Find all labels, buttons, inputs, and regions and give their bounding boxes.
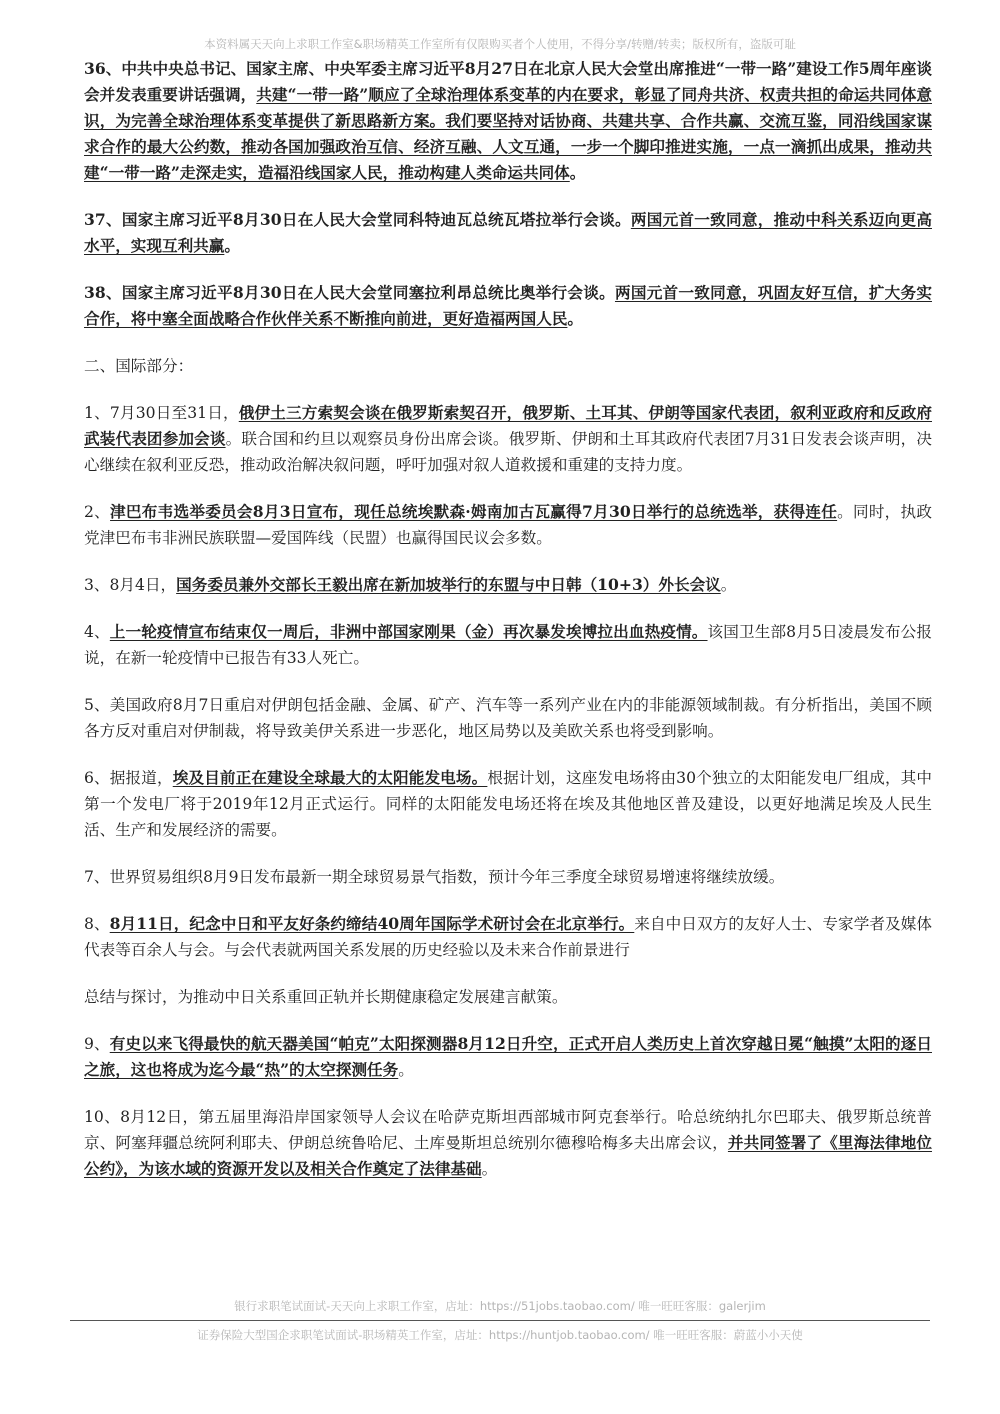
- item-tail: 根据计划，这座发电场将由30个独立的太阳能发电厂组成，其中第一个发电厂将于2019年12月正式运行。同样的太阳能发电场还将在埃及其他地区普及建设，以更好地满足埃及人民生活、生产和发展经济的需要。: [84, 769, 933, 839]
- top-watermark: 本资料属天天向上求职工作室&职场精英工作室所有仅限购买者个人使用，不得分享/转赠/转卖；版权所有，盗版可耻: [204, 37, 796, 51]
- item-emphasis: 两国元首一致同意，推动中科关系迈向更高水平，实现互利共赢: [84, 210, 932, 255]
- item-tail: 来自中日双方的友好人士、专家学者及媒体代表等百余人与会。与会代表就两国关系发展的历史经验以及未来合作前景进行: [84, 915, 932, 959]
- item-emphasis: 两国元首一致同意，巩固友好互信，扩大务实合作，将中塞全面战略合作伙伴关系不断推向前进，更好造福两国人民: [84, 283, 932, 328]
- item-38: [84, 280, 932, 332]
- item-emphasis: 津巴布韦选举委员会8月3日宣布，现任总统埃默森·姆南加古瓦赢得7月30日举行的总统选举，获得连任: [110, 502, 838, 521]
- item-tail: 。: [224, 236, 240, 255]
- item-emphasis: 并共同签署了《里海法律地位公约》，为该水域的资源开发以及相关合作奠定了法律基础: [84, 1133, 932, 1178]
- section-title: 二、国际部分：: [84, 357, 194, 375]
- item-lead: 3、8月4日，: [84, 576, 177, 594]
- footer-divider: [70, 1320, 930, 1321]
- item-lead: 4、: [84, 623, 110, 641]
- item-lead: 5、美国政府8月7日重启对伊朗包括金融、金属、矿产、汽车等一系列产业在内的非能源领域制裁。有分析指出，美国不顾各方反对重启对伊制裁，将导致美伊关系进一步恶化，地区局势以及美欧关系也将受到影响。: [84, 696, 932, 740]
- item-lead: 8、: [84, 915, 110, 933]
- intl-item-2: [84, 499, 932, 551]
- item-lead: 6、据报道，: [84, 769, 173, 787]
- intl-item-10: [84, 1104, 932, 1182]
- item-36: [84, 56, 932, 186]
- document-body: [84, 56, 932, 1203]
- item-lead: 9、: [84, 1035, 110, 1053]
- item-tail: 。: [567, 309, 584, 328]
- item-emphasis: 上一轮疫情宣布结束仅一周后，非洲中部国家刚果（金）再次暴发埃博拉出血热疫情。: [109, 622, 708, 641]
- intl-item-3: [84, 572, 932, 598]
- item-emphasis: 国务委员兼外交部长王毅出席在新加坡举行的东盟与中日韩（10+3）外长会议: [176, 575, 721, 594]
- intl-item-1: [84, 400, 932, 478]
- intl-item-9: [84, 1031, 932, 1083]
- item-tail: 。联合国和约旦以观察员身份出席会谈。俄罗斯、伊朗和土耳其政府代表团7月31日发表会谈声明，决心继续在叙利亚反恐，推动政治解决叙问题，呼吁加强对叙人道救援和重建的支持力度。: [84, 430, 932, 474]
- item-emphasis: 共建“一带一路”顺应了全球治理体系变革的内在要求，彰显了同舟共济、权责共担的命运共同体意识，为完善全球治理体系变革提供了新思路新方案。我们要坚持对话协商、共建共享、合作共赢、交流互鉴，同沿线国家谋求合作的最大公约数，推动各国加强政治互信、经济互融、人文互通，一步一个脚印推进实施，一点一滴抓出成果，推动共建“一带一路”走深走实，造福沿线国家人民，推动构建人类命运共同体: [84, 85, 932, 182]
- item-tail: 。同时，执政党津巴布韦非洲民族联盟—爱国阵线（民盟）也赢得国民议会多数。: [84, 503, 932, 547]
- item-emphasis: 俄伊土三方索契会谈在俄罗斯索契召开，俄罗斯、土耳其、伊朗等国家代表团，叙利亚政府和反政府武装代表团参加会谈: [84, 403, 932, 448]
- item-lead: 2、: [84, 503, 111, 521]
- item-lead: 10、8月12日，第五届里海沿岸国家领导人会议在哈萨克斯坦西部城市阿克套举行。哈总统纳扎尔巴耶夫、俄罗斯总统普京、阿塞拜疆总统阿利耶夫、伊朗总统鲁哈尼、土库曼斯坦总统别尔德穆哈梅多夫出席会议，: [84, 1108, 932, 1152]
- item-tail: 。: [720, 576, 737, 594]
- item-tail: 。: [481, 1160, 498, 1178]
- item-lead: 36、中共中央总书记、国家主席、中央军委主席习近平8月27日在北京人民大会堂出席推进“一带一路”建设工作5周年座谈会并发表重要讲话强调，: [84, 59, 932, 104]
- item-lead: 38、国家主席习近平8月30日在人民大会堂同塞拉利昂总统比奥举行会谈。: [84, 283, 615, 302]
- intl-item-6: [84, 765, 932, 843]
- item-tail: 。: [569, 163, 586, 182]
- item-37: [84, 207, 932, 259]
- intl-item-8-continued: [84, 984, 932, 1010]
- item-lead: 1、7月30日至31日，: [84, 404, 239, 422]
- intl-item-5: [84, 692, 932, 744]
- intl-item-7: [84, 864, 932, 890]
- intl-item-8: [84, 911, 932, 963]
- item-lead: 总结与探讨，为推动中日关系重回正轨并长期健康稳定发展建言献策。: [84, 988, 568, 1006]
- item-lead: 7、世界贸易组织8月9日发布最新一期全球贸易景气指数，预计今年三季度全球贸易增速将继续放缓。: [84, 868, 785, 886]
- item-lead: 37、国家主席习近平8月30日在人民大会堂同科特迪瓦总统瓦塔拉举行会谈。: [84, 210, 631, 229]
- intl-item-4: [84, 619, 932, 671]
- footer-line-1: 银行求职笔试面试-天天向上求职工作室，店址：https://51jobs.taobao.com/ 唯一旺旺客服：galerjim: [234, 1299, 766, 1313]
- item-emphasis: 埃及目前正在建设全球最大的太阳能发电场。: [172, 768, 488, 787]
- item-emphasis: 有史以来飞得最快的航天器美国“帕克”太阳探测器8月12日升空，正式开启人类历史上首次穿越日冕“触摸”太阳的逐日之旅，这也将成为迄今最“热”的太空探测任务: [84, 1034, 932, 1079]
- item-tail: 。: [398, 1061, 414, 1079]
- item-tail: 该国卫生部8月5日凌晨发布公报说，在新一轮疫情中已报告有33人死亡。: [84, 623, 932, 667]
- footer-line-2: 证券保险大型国企求职笔试面试-职场精英工作室，店址：https://huntjob.taobao.com/ 唯一旺旺客服：蔚蓝小小天使: [197, 1328, 803, 1342]
- item-emphasis: 8月11日，纪念中日和平友好条约缔结40周年国际学术研讨会在北京举行。: [109, 914, 635, 933]
